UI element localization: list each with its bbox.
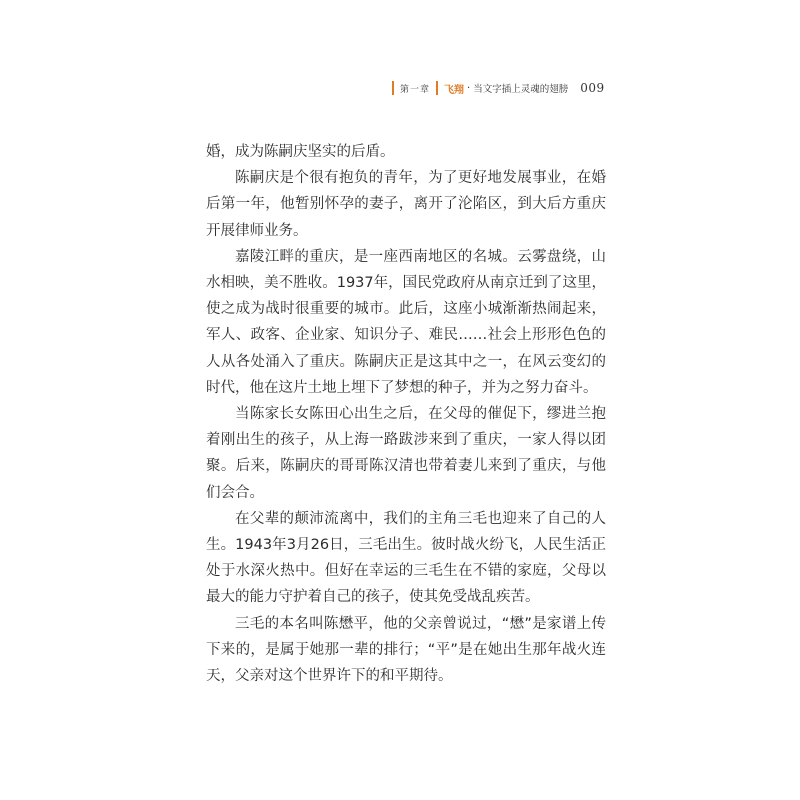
- paragraph: 三毛的本名叫陈懋平，他的父亲曾说过，“懋”是家谱上传下来的，是属于她那一辈的排行；“平”是在她出生那年战火连天，父亲对这个世界许下的和平期待。: [206, 615, 606, 685]
- header-accent-bar: [436, 81, 438, 95]
- paragraph: 陈嗣庆是个很有抱负的青年，为了更好地发展事业，在婚后第一年，他暂别怀孕的妻子，离开了沦陷区，到大后方重庆开展律师业务。: [206, 170, 606, 239]
- page-number: 009: [580, 81, 605, 95]
- chapter-title-separator: ·: [467, 82, 471, 94]
- paragraph: 当陈家长女陈田心出生之后，在父母的催促下，缪进兰抱着刚出生的孩子，从上海一路跋涉来到了重庆，一家人得以团聚。后来，陈嗣庆的哥哥陈汉清也带着妻儿来到了重庆，与他们会合。: [206, 406, 606, 501]
- chapter-subtitle: 当文字插上灵魂的翅膀: [473, 84, 569, 95]
- paragraph: 嘉陵江畔的重庆，是一座西南地区的名城。云雾盘绕，山水相映，美不胜收。1937年，国民党政府从南京迁到了这里，使之成为战时很重要的城市。此后，这座小城渐渐热闹起来，军人、政客、企业家、知识分子、难民……社会上形形色色的人从各处涌入了重庆。陈嗣庆正是这其中之一，在风云变幻的时代，他在这片土地上埋下了梦想的种子，并为之努力奋斗。: [206, 248, 606, 396]
- header-accent-bar: [392, 81, 394, 95]
- paragraph: 在父辈的颠沛流离中，我们的主角三毛也迎来了自己的人生。1943年3月26日，三毛出生。彼时战火纷飞，人民生活正处于水深火热中。但好在幸运的三毛生在不错的家庭，父母以最大的能力守护着自己的孩子，使其免受战乱疾苦。: [206, 510, 606, 606]
- running-header: [392, 79, 605, 97]
- paragraph: 婚，成为陈嗣庆坚实的后盾。: [206, 144, 395, 160]
- body-text: [206, 139, 606, 689]
- chapter-title-key: 飞翔: [444, 84, 465, 96]
- chapter-label: 第一章: [400, 84, 431, 95]
